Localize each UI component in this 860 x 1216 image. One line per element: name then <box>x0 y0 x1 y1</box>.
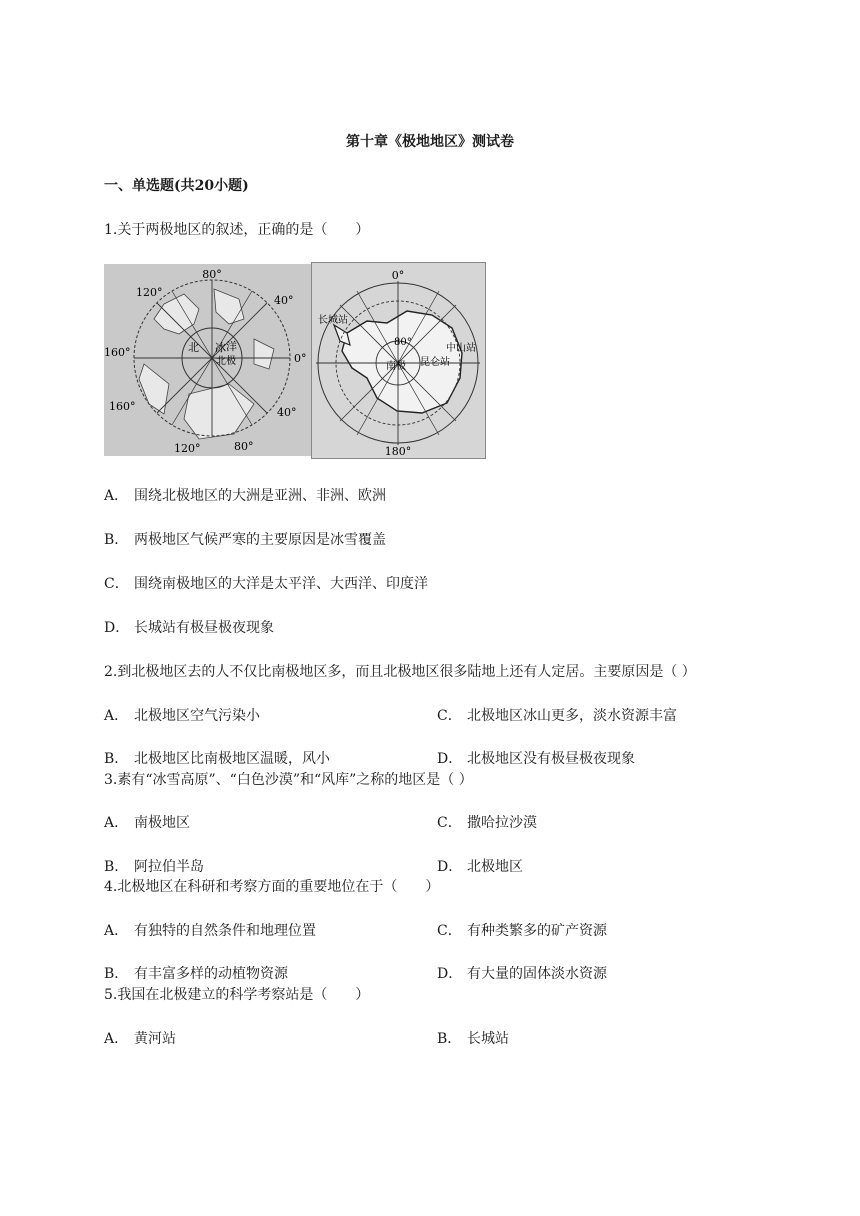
question-5-stem: 5.我国在北极建立的科学考察站是（ ） <box>104 987 370 1003</box>
arctic-label-120-top: 120° <box>136 286 163 299</box>
page-title: 第十章《极地地区》测试卷 <box>346 134 514 150</box>
section-heading: 一、单选题(共20小题) <box>104 178 249 194</box>
q3-option-b[interactable]: B． 阿拉伯半岛 <box>104 859 204 875</box>
antarctic-label-80: 80° <box>394 337 412 348</box>
q1-option-a[interactable]: A． 围绕北极地区的大洲是亚洲、非洲、欧洲 <box>104 488 386 504</box>
question-3-stem: 3.素有“冰雪高原”、“白色沙漠”和“风库”之称的地区是（ ） <box>104 772 473 788</box>
arctic-label-bei: 北 <box>188 341 199 354</box>
q4-option-c[interactable]: C． 有种类繁多的矿产资源 <box>437 923 607 939</box>
q5-option-b[interactable]: B． 长城站 <box>437 1031 509 1047</box>
antarctic-label-zhongshan: 中山站 <box>446 343 476 354</box>
q5-option-a[interactable]: A． 黄河站 <box>104 1031 176 1047</box>
arctic-label-120-bottom: 120° <box>174 442 201 455</box>
q2-option-a[interactable]: A． 北极地区空气污染小 <box>104 708 260 724</box>
arctic-label-0: 0° <box>294 352 307 365</box>
arctic-label-160-left: 160° <box>104 346 131 359</box>
antarctic-label-kunlun: 昆仑站 <box>420 357 450 368</box>
arctic-map <box>104 264 311 456</box>
arctic-label-80-bottom: 80° <box>234 440 254 453</box>
question-4-stem: 4.北极地区在科研和考察方面的重要地位在于（ ） <box>104 879 440 895</box>
antarctic-label-pole: 南极 <box>386 361 406 372</box>
q1-option-c[interactable]: C． 围绕南极地区的大洋是太平洋、大西洋、印度洋 <box>104 576 428 592</box>
arctic-label-pole: 北极 <box>216 356 236 367</box>
q4-option-b[interactable]: B． 有丰富多样的动植物资源 <box>104 966 288 982</box>
antarctic-label-changcheng: 长城站 <box>318 315 348 326</box>
question-1-stem: 1.关于两极地区的叙述，正确的是（ ） <box>104 222 370 238</box>
q2-option-d[interactable]: D． 北极地区没有极昼极夜现象 <box>437 751 635 767</box>
question-2-stem: 2.到北极地区去的人不仅比南极地区多，而且北极地区很多陆地上还有人定居。主要原因是（ ） <box>104 664 696 680</box>
arctic-label-40-top: 40° <box>274 294 294 307</box>
arctic-label-40-bottom: 40° <box>277 406 297 419</box>
q3-option-d[interactable]: D． 北极地区 <box>437 859 523 875</box>
arctic-label-yang: 洋 <box>226 340 237 353</box>
q4-option-d[interactable]: D． 有大量的固体淡水资源 <box>437 966 607 982</box>
antarctic-label-0: 0° <box>391 269 405 282</box>
q1-option-d[interactable]: D． 长城站有极昼极夜现象 <box>104 620 274 636</box>
arctic-label-80-top: 80° <box>202 268 222 281</box>
q3-option-a[interactable]: A． 南极地区 <box>104 815 190 831</box>
arctic-label-bing: 冰 <box>215 341 226 354</box>
q2-option-b[interactable]: B． 北极地区比南极地区温暖，风小 <box>104 751 330 767</box>
antarctic-map <box>311 262 486 459</box>
arctic-label-160-bottom: 160° <box>109 400 136 413</box>
q4-option-a[interactable]: A． 有独特的自然条件和地理位置 <box>104 923 316 939</box>
q1-option-b[interactable]: B． 两极地区气候严寒的主要原因是冰雪覆盖 <box>104 532 386 548</box>
antarctic-label-180: 180° <box>384 445 412 458</box>
q3-option-c[interactable]: C． 撒哈拉沙漠 <box>437 815 537 831</box>
q2-option-c[interactable]: C． 北极地区冰山更多，淡水资源丰富 <box>437 708 677 724</box>
